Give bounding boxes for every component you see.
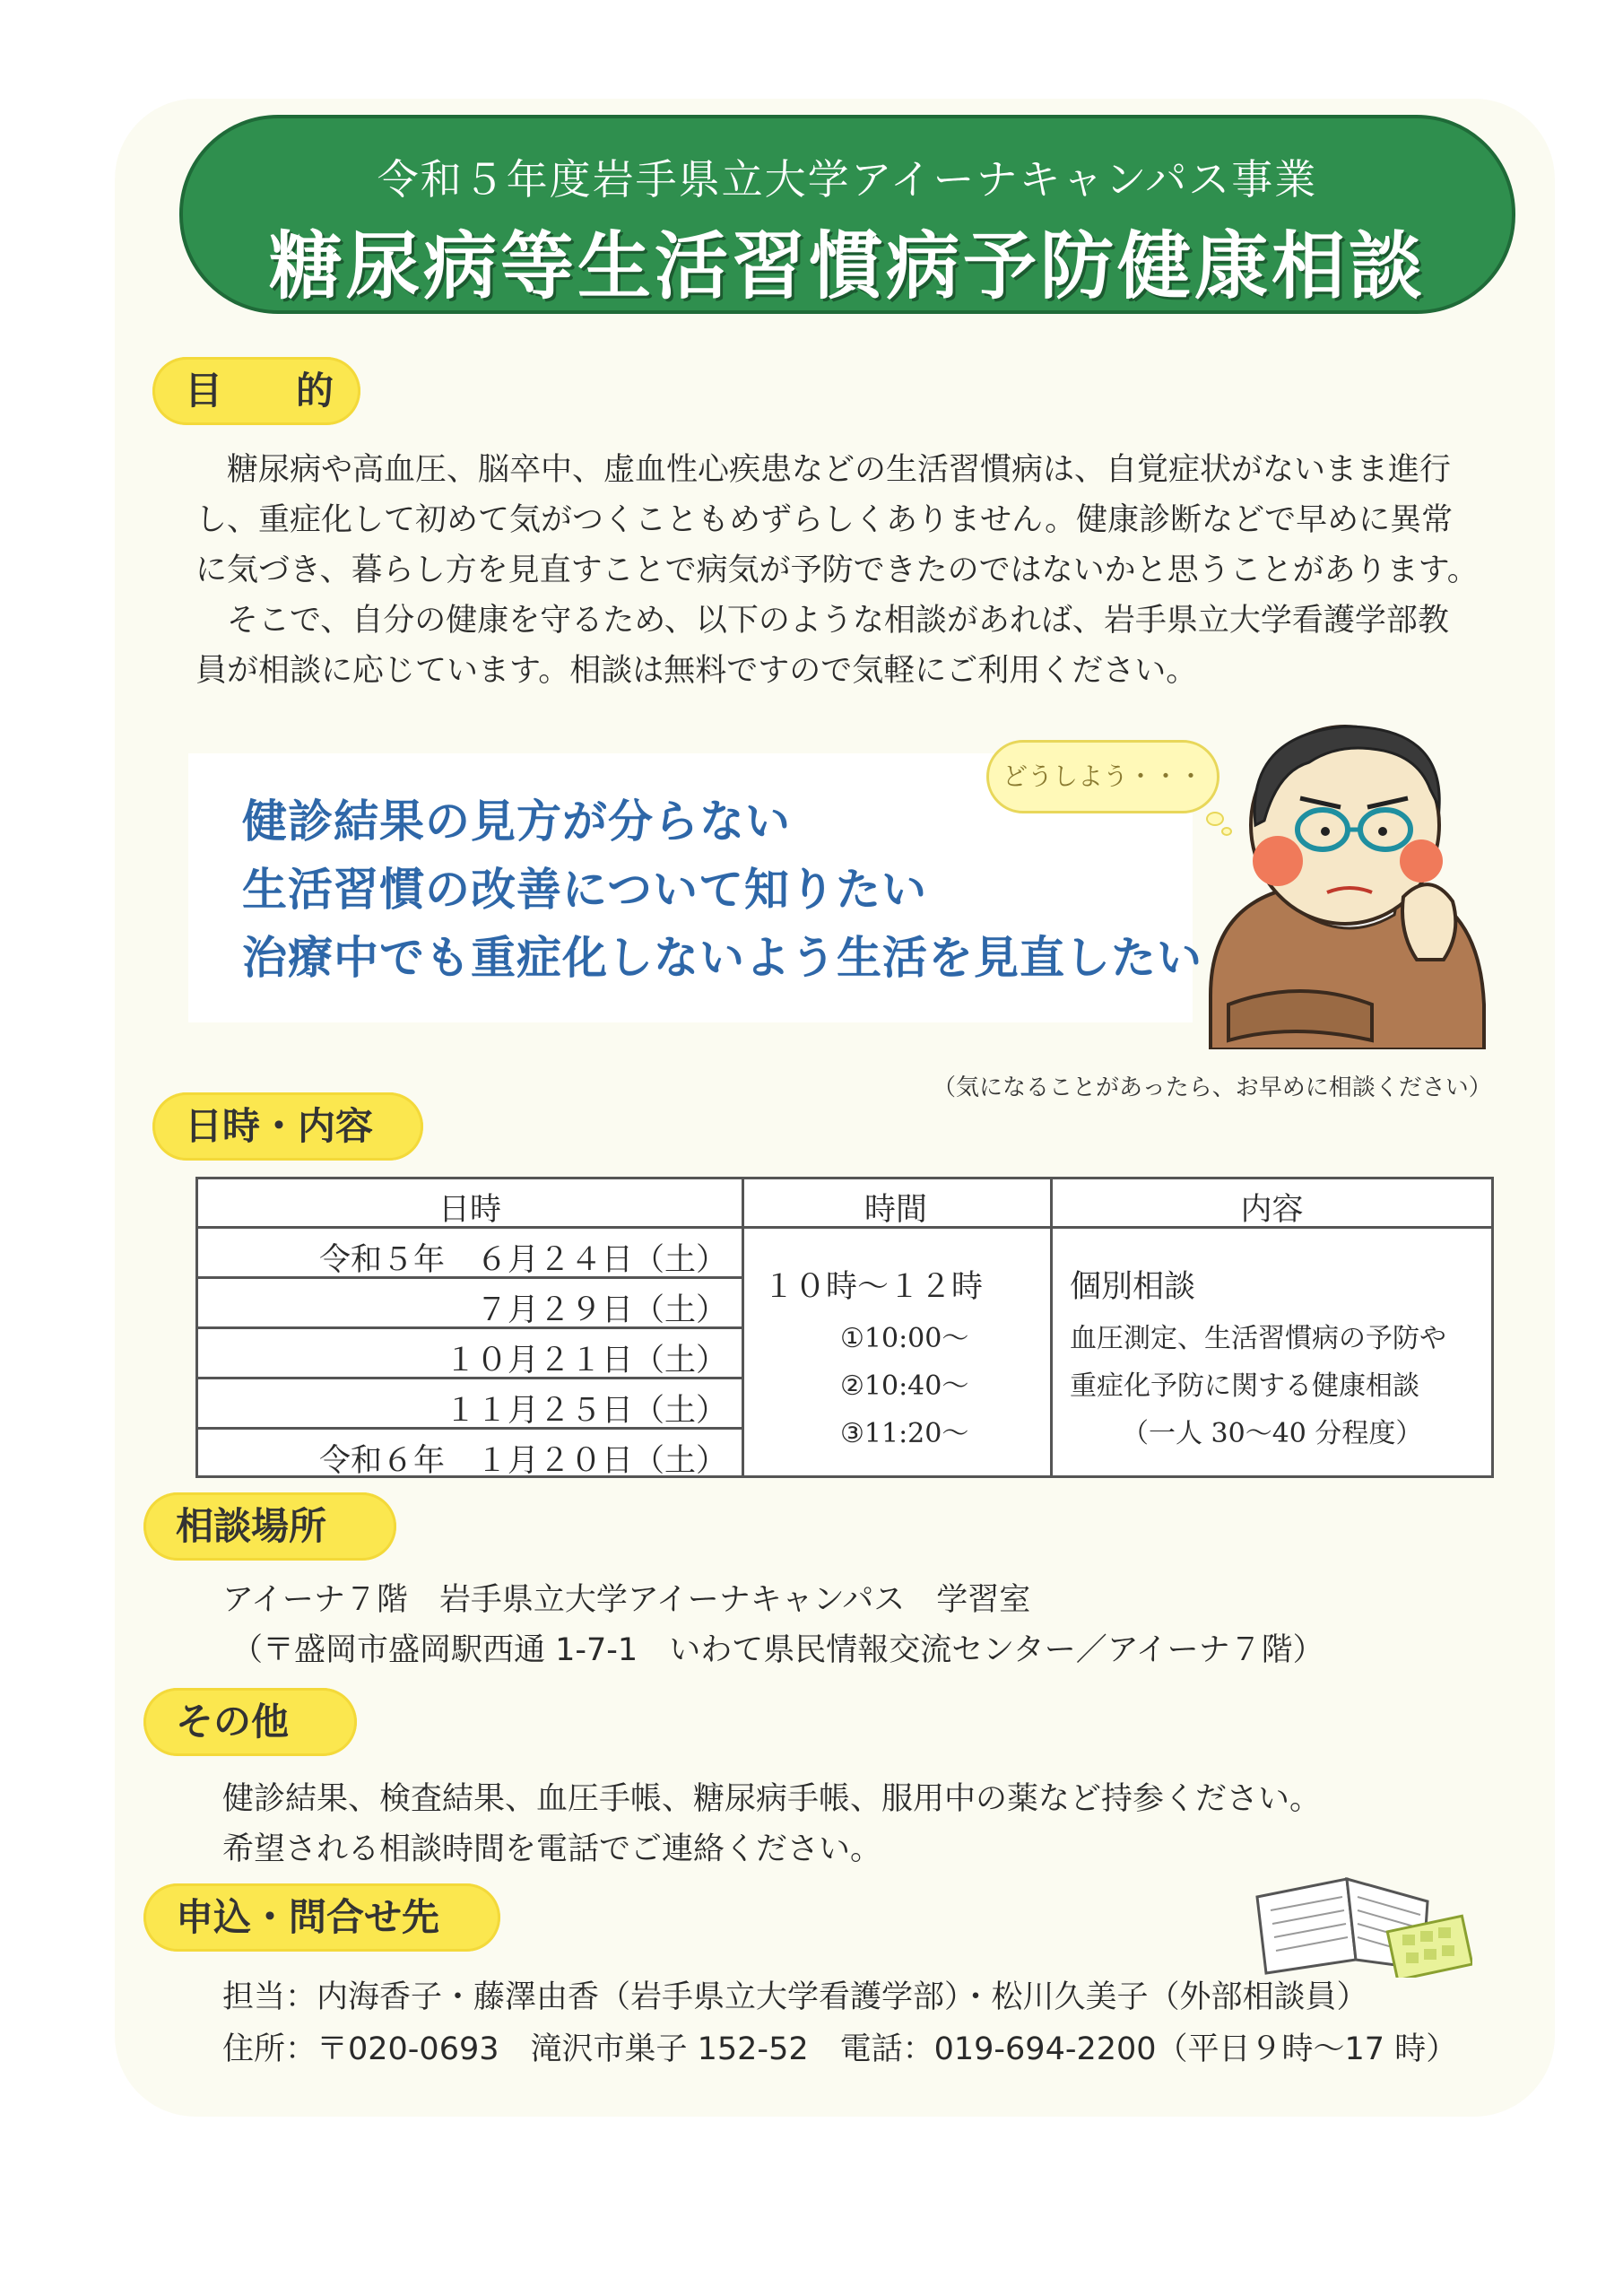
time-slot: ②10:40～ — [840, 1370, 969, 1402]
purpose-line: に気づき、暮らし方を見直すことで病気が予防できたのではないかと思うことがあります。 — [195, 552, 1479, 588]
time-slot: ③11:20～ — [840, 1418, 969, 1449]
column-header-time: 時間 — [864, 1192, 927, 1228]
other-line: 希望される相談時間を電話でご連絡ください。 — [222, 1831, 882, 1867]
other-line: 健診結果、検査結果、血圧手帳、糖尿病手帳、服用中の薬など持参ください。 — [222, 1781, 1322, 1817]
contact-line: 担当：内海香子・藤澤由香（岩手県立大学看護学部）・松川久美子（外部相談員） — [222, 1979, 1368, 2015]
column-header-content: 内容 — [1240, 1192, 1304, 1228]
worried-person-illustration — [1193, 709, 1488, 1049]
concern-caption: （気になることがあったら、お早めに相談ください） — [933, 1074, 1492, 1101]
contact-heading: 申込・問合せ先 — [143, 1883, 500, 1952]
purpose-heading: 目 的 — [152, 357, 360, 425]
location-line: アイーナ７階 岩手県立大学アイーナキャンパス 学習室 — [222, 1582, 1031, 1618]
notebook-illustration — [1248, 1861, 1472, 1978]
other-heading: その他 — [143, 1688, 357, 1756]
schedule-date: 令和６年 １月２０日（土） — [318, 1443, 727, 1479]
thought-bubble: どうしよう・・・ — [986, 740, 1219, 813]
purpose-line: し、重症化して初めて気がつくこともめずらしくありません。健康診断などで早めに異常 — [195, 502, 1454, 538]
location-line: （〒盛岡市盛岡駅西通 1-7-1 いわて県民情報交流センター／アイーナ７階） — [231, 1632, 1324, 1668]
concern-item: 健診結果の見方が分らない — [242, 796, 791, 848]
concern-item: 生活習慣の改善について知りたい — [242, 864, 927, 916]
content-line: （一人 30～40 分程度） — [1122, 1418, 1423, 1449]
schedule-table — [195, 1177, 1494, 1478]
purpose-line: 員が相談に応じています。相談は無料ですので気軽にご利用ください。 — [195, 653, 1198, 689]
time-slot: ①10:00～ — [840, 1323, 969, 1354]
concern-item: 治療中でも重症化しないよう生活を見直したい — [242, 932, 1202, 984]
content-title: 個別相談 — [1070, 1269, 1196, 1305]
content-line: 血圧測定、生活習慣病の予防や — [1070, 1323, 1446, 1354]
time-range: １０時～１２時 — [763, 1269, 984, 1305]
other-text — [222, 1774, 1321, 1874]
page-title: 糖尿病等生活習慣病予防健康相談 — [268, 224, 1426, 309]
location-text — [222, 1575, 1324, 1675]
schedule-date: １１月２５日（土） — [444, 1393, 727, 1429]
header-subtitle: 令和５年度岩手県立大学アイーナキャンパス事業 — [377, 155, 1318, 204]
purpose-text — [195, 445, 1479, 696]
column-header-date: 日時 — [438, 1192, 501, 1228]
contact-line: 住所：〒020-0693 滝沢市巣子 152-52 電話：019-694-2200（平日９時～17 時） — [222, 2031, 1458, 2067]
schedule-date: 令和５年 ６月２４日（土） — [318, 1242, 727, 1278]
schedule-date: ７月２９日（土） — [475, 1292, 727, 1328]
purpose-line: 糖尿病や高血圧、脳卒中、虚血性心疾患などの生活習慣病は、自覚症状がないまま進行 — [227, 452, 1452, 488]
contact-text — [222, 1971, 1457, 2075]
purpose-line: そこで、自分の健康を守るため、以下のような相談があれば、岩手県立大学看護学部教 — [227, 603, 1449, 639]
schedule-date: １０月２１日（土） — [444, 1343, 727, 1378]
header-banner — [179, 115, 1515, 314]
content-line: 重症化予防に関する健康相談 — [1070, 1370, 1419, 1402]
location-heading: 相談場所 — [143, 1492, 396, 1561]
schedule-heading: 日時・内容 — [152, 1092, 423, 1161]
